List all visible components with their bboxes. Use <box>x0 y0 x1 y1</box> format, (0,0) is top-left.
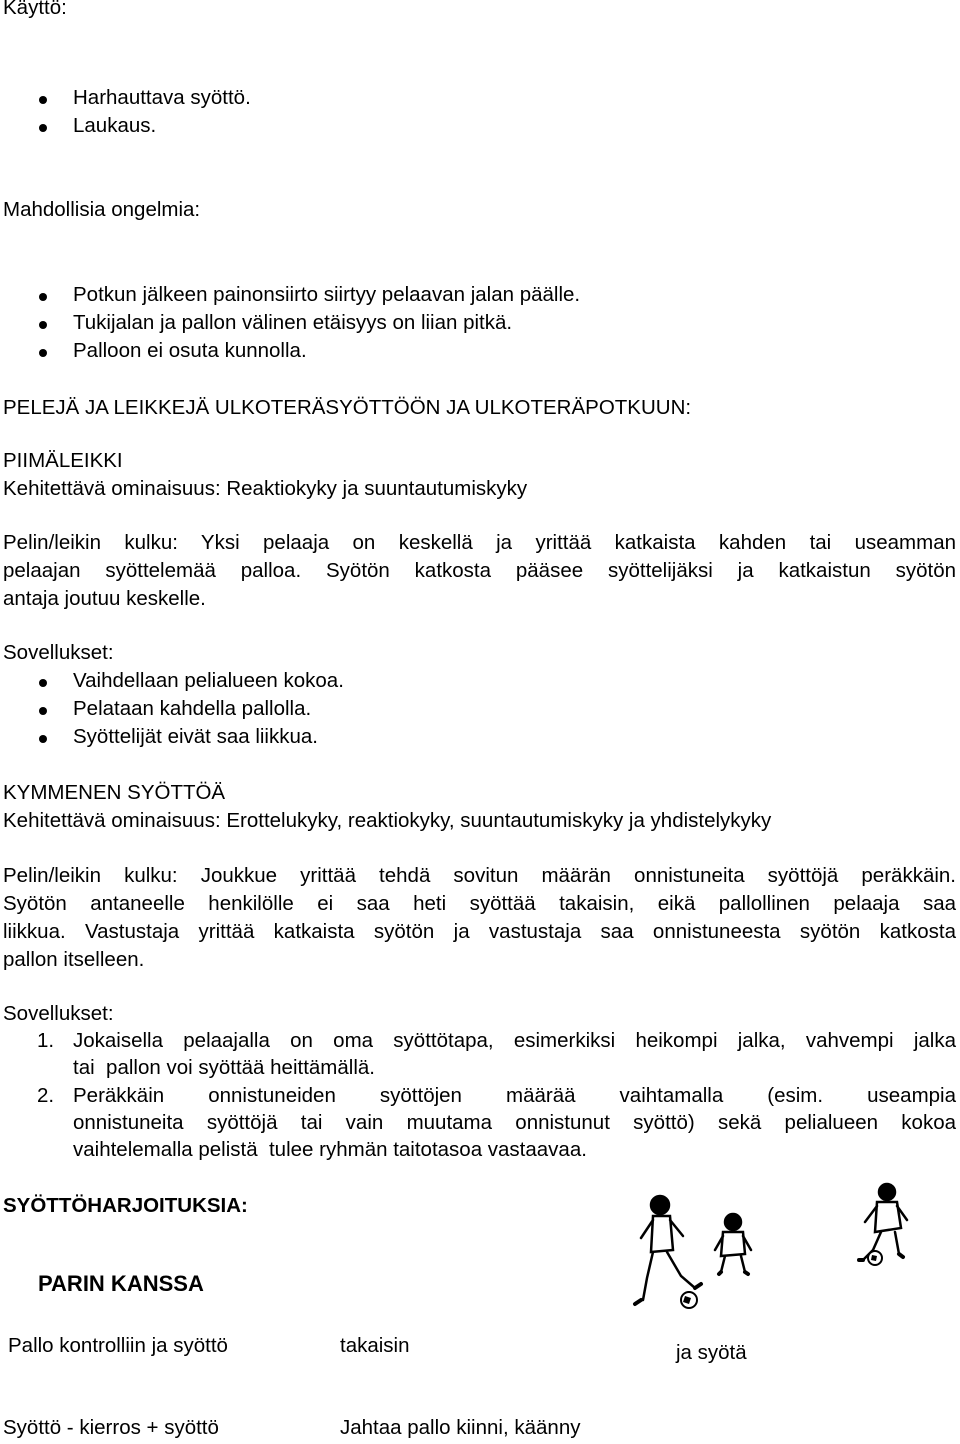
kymmenen-kulku-line: Pelin/leikin kulku: Joukkue yrittää tehdä sovitun määrän onnistuneita syöttöjä peräkkäin. <box>3 864 956 887</box>
bullet-icon <box>39 679 47 687</box>
piimaleikki-kulku-line: pelaajan syöttelemää palloa. Syötön katkosta pääsee syöttelijäksi ja katkaistun syötön <box>3 559 956 582</box>
kymmenen-ominaisuus: Kehitettävä ominaisuus: Erottelukyky, reaktiokyky, suuntautumiskyky ja yhdistelykyky <box>3 809 772 832</box>
kymmenen-kulku-line: liikkua. Vastustaja yrittää katkaista syötön ja vastustaja saa onnistuneesta syötön katkosta <box>3 920 956 943</box>
list-item-line: Jokaisella pelaajalla on oma syöttötapa, esimerkiksi heikompi jalka, vahvempi jalka <box>73 1029 956 1052</box>
exercise-label: Syöttö - kierros + syöttö <box>3 1416 219 1439</box>
kymmenen-kulku-line: Syötön antaneelle henkilölle ei saa heti syöttää takaisin, eikä pallollinen pelaaja saa <box>3 892 956 915</box>
exercise-label: Jahtaa pallo kiinni, käänny <box>340 1416 581 1439</box>
harjoituksia-title: SYÖTTÖHARJOITUKSIA: <box>3 1194 248 1217</box>
bullet-icon <box>39 707 47 715</box>
section-title: PELEJÄ JA LEIKKEJÄ ULKOTERÄSYÖTTÖÖN JA ULKOTERÄPOTKUUN: <box>3 396 692 419</box>
player-kicking-figure <box>635 1196 701 1304</box>
bullet-icon <box>39 735 47 743</box>
piimaleikki-kulku-line: antaja joutuu keskelle. <box>3 587 206 610</box>
bullet-icon <box>39 293 47 301</box>
list-item-line: onnistuneita syöttöjä tai vain muutama onnistunut syöttö) sekä pelialueen kokoa <box>73 1111 956 1134</box>
piimaleikki-ominaisuus: Kehitettävä ominaisuus: Reaktiokyky ja suuntautumiskyky <box>3 477 528 500</box>
bullet-icon <box>39 349 47 357</box>
kymmenen-title: KYMMENEN SYÖTTÖÄ <box>3 781 226 804</box>
player-running-figure <box>859 1184 907 1260</box>
player-standing-figure <box>715 1214 751 1274</box>
kaytto-heading: Käyttö: <box>3 0 67 19</box>
exercise-label: Pallo kontrolliin ja syöttö <box>8 1334 228 1357</box>
kymmenen-sovellukset-label: Sovellukset: <box>3 1002 114 1025</box>
list-item-line: tai pallon voi syöttää heittämällä. <box>73 1056 375 1079</box>
kymmenen-kulku-line: pallon itselleen. <box>3 948 145 971</box>
bullet-icon <box>39 96 47 104</box>
piimaleikki-kulku-line: Pelin/leikin kulku: Yksi pelaaja on keskellä ja yrittää katkaista kahden tai useamman <box>3 531 956 554</box>
exercise-label: takaisin <box>340 1334 410 1357</box>
list-number: 2. <box>37 1084 55 1107</box>
list-item-line: Peräkkäin onnistuneiden syöttöjen määrää vaihtamalla (esim. useampia <box>73 1084 956 1107</box>
ongelmat-heading: Mahdollisia ongelmia: <box>3 198 201 221</box>
bullet-icon <box>39 321 47 329</box>
bullet-icon <box>39 124 47 132</box>
parin-kanssa-title: PARIN KANSSA <box>38 1271 204 1296</box>
football-players-illustration <box>615 1180 915 1330</box>
exercise-label: ja syötä <box>676 1341 747 1364</box>
list-number: 1. <box>37 1029 55 1052</box>
piimaleikki-sovellukset-label: Sovellukset: <box>3 641 114 664</box>
piimaleikki-title: PIIMÄLEIKKI <box>3 449 123 472</box>
list-item-line: vaihtelemalla pelistä tulee ryhmän taitotasoa vastaavaa. <box>73 1138 587 1161</box>
